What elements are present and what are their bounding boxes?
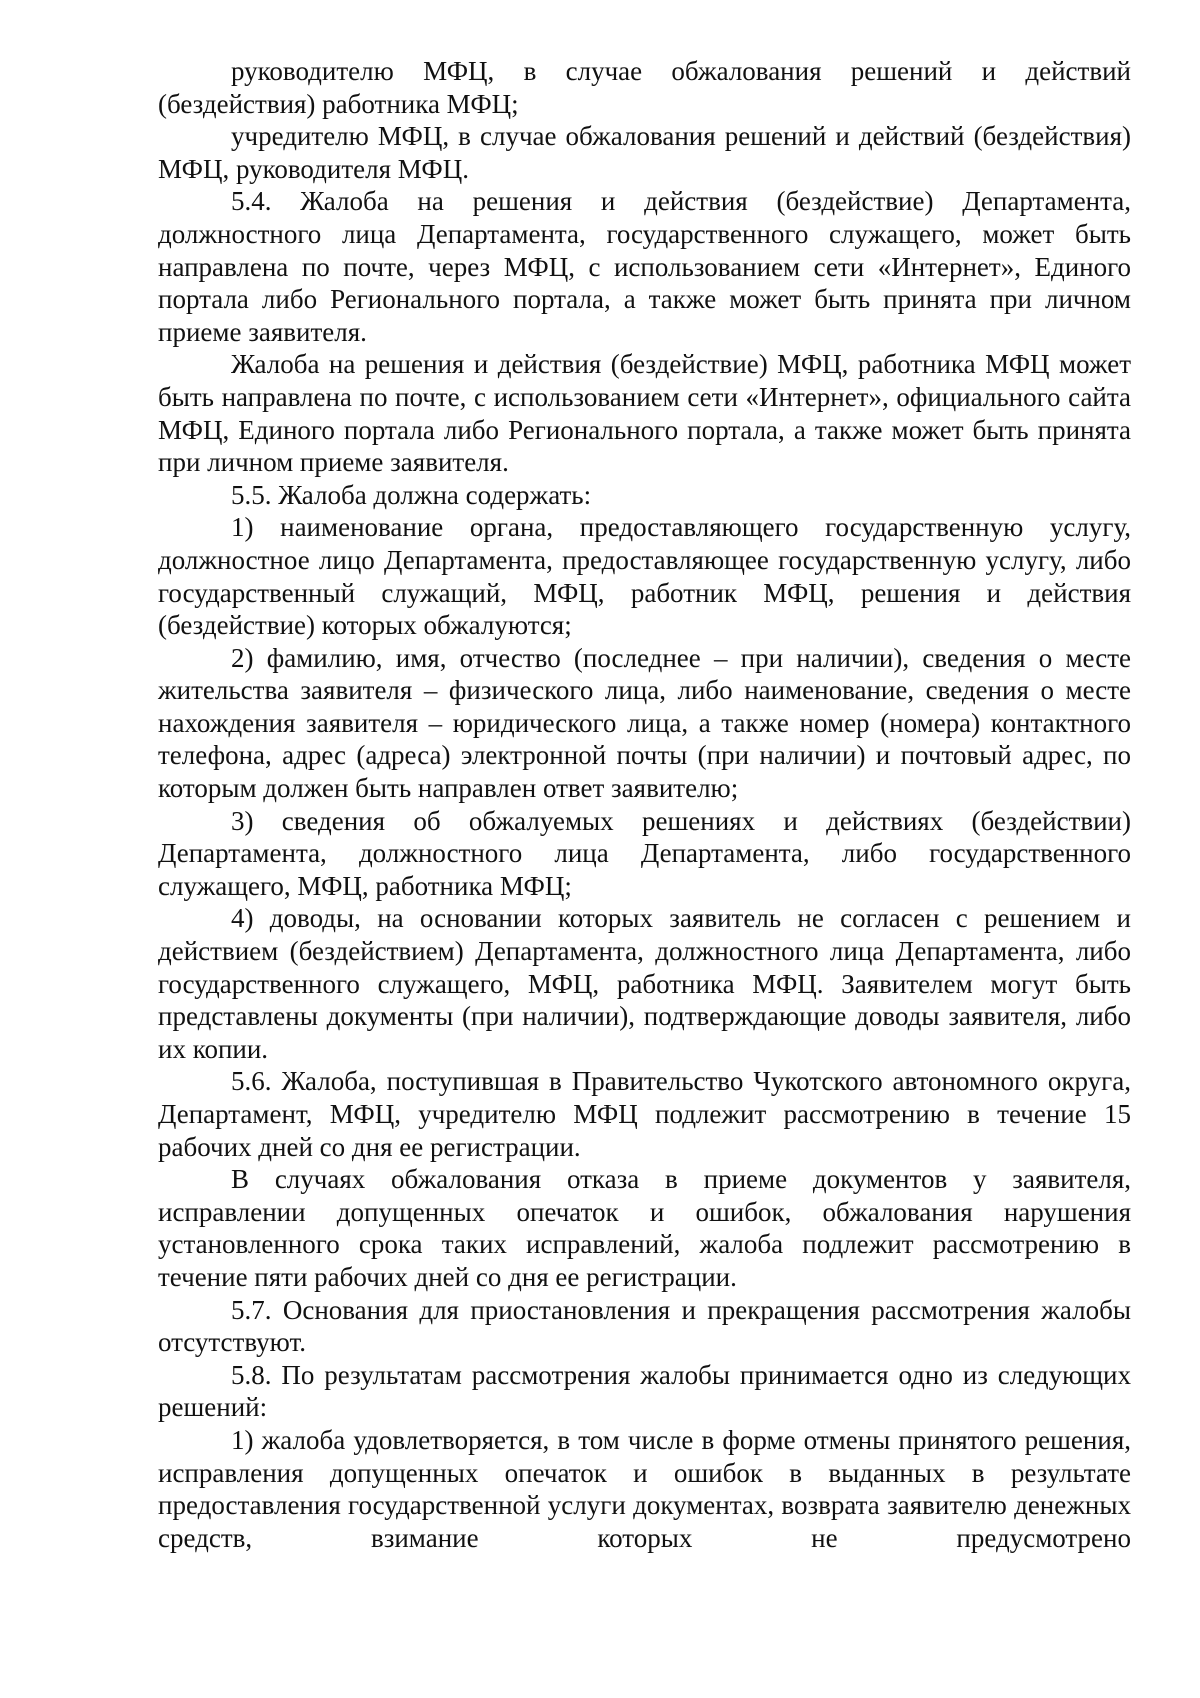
paragraph-5-5-item-3: 3) сведения об обжалуемых решениях и действиях (бездействии) Департамента, должностного лица Департамента, либо государственного служащего, МФЦ, работника МФЦ;: [158, 805, 1131, 901]
paragraph-5-8-item-1: 1) жалоба удовлетворяется, в том числе в форме отмены принятого решения, исправления допущенных опечаток и ошибок в выданных в результате предоставления государственной услуги документах, возврата заявителю денежных средств, взимание которых не предусмотрено: [158, 1424, 1131, 1553]
paragraph-5-5-item-1: 1) наименование органа, предоставляющего государственную услугу, должностное лицо Департамента, предоставляющее государственную услугу, либо государственный служащий, МФЦ, работник МФЦ, решения и действия (бездействие) которых обжалуются;: [158, 512, 1131, 641]
paragraph-5-5-item-4: 4) доводы, на основании которых заявитель не согласен с решением и действием (бездействием) Департамента, должностного лица Департамента, либо государственного служащего, МФЦ, работника МФЦ. Заявителем могут быть представлены документы (при наличии), подтверждающие доводы заявителя, либо их копии.: [158, 903, 1131, 1064]
paragraph-5-5-item-2: 2) фамилию, имя, отчество (последнее – при наличии), сведения о месте жительства заявителя – физического лица, либо наименование, сведения о месте нахождения заявителя – юридического лица, а также номер (номера) контактного телефона, адрес (адреса) электронной почты (при наличии) и почтовый адрес, по которым должен быть направлен ответ заявителю;: [158, 642, 1131, 804]
paragraph-5-6: 5.6. Жалоба, поступившая в Правительство Чукотского автономного округа, Департамент, МФЦ, учредителю МФЦ подлежит рассмотрению в течение 15 рабочих дней со дня ее регистрации.: [158, 1066, 1131, 1162]
paragraph-mfc-founder: учредителю МФЦ, в случае обжалования решений и действий (бездействия) МФЦ, руководителя МФЦ.: [158, 121, 1131, 184]
document-page: [158, 55, 1131, 1554]
paragraph-5-7: 5.7. Основания для приостановления и прекращения рассмотрения жалобы отсутствуют.: [158, 1294, 1131, 1358]
paragraph-mfc-head: руководителю МФЦ, в случае обжалования решений и действий (бездействия) работника МФЦ;: [158, 56, 1131, 119]
paragraph-5-4-mfc: Жалоба на решения и действия (бездействие) МФЦ, работника МФЦ может быть направлена по почте, с использованием сети «Интернет», официального сайта МФЦ, Единого портала либо Регионального портала, а также может быть принята при личном приеме заявителя.: [158, 349, 1131, 478]
paragraph-5-4: 5.4. Жалоба на решения и действия (бездействие) Департамента, должностного лица Департамента, государственного служащего, может быть направлена по почте, через МФЦ, с использованием сети «Интернет», Единого портала либо Регионального портала, а также может быть принята при личном приеме заявителя.: [158, 186, 1131, 347]
paragraph-5-8: 5.8. По результатам рассмотрения жалобы принимается одно из следующих решений:: [158, 1359, 1131, 1423]
paragraph-5-6-refusal: В случаях обжалования отказа в приеме документов у заявителя, исправлении допущенных опечаток и ошибок, обжалования нарушения установленного срока таких исправлений, жалоба подлежит рассмотрению в течение пяти рабочих дней со дня ее регистрации.: [158, 1164, 1131, 1292]
paragraph-5-5: 5.5. Жалоба должна содержать:: [231, 479, 592, 510]
